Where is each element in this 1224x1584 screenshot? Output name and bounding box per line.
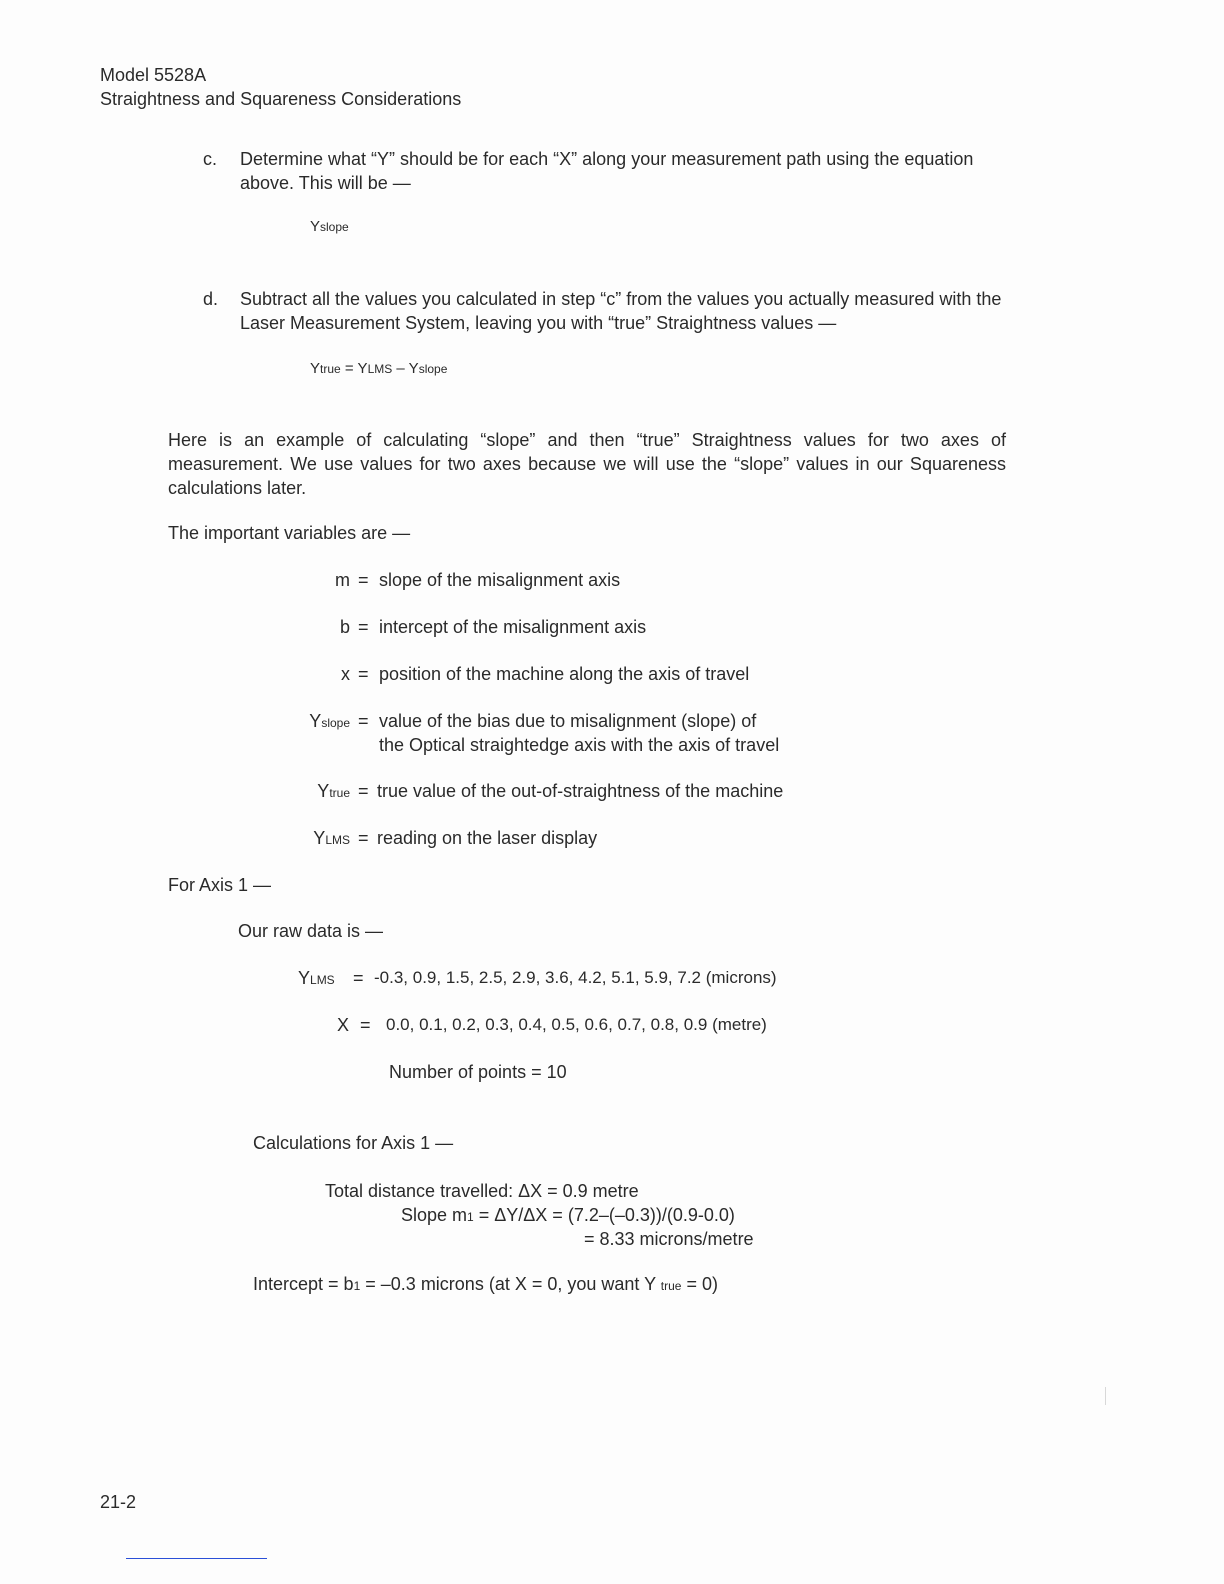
variable-desc: position of the machine along the axis of travel <box>379 664 750 684</box>
step-c-text: Determine what “Y” should be for each “X” along your measurement path using the equation above. This will be — <box>240 149 974 193</box>
variable-desc: slope of the misalignment axis <box>379 570 621 590</box>
variable-sym: x <box>341 664 350 684</box>
axis1-heading: For Axis 1 — <box>168 875 272 895</box>
equals-sign: = <box>353 968 364 988</box>
variable-sym: Yslope <box>309 711 350 731</box>
equals-sign: = <box>358 664 369 684</box>
variable-sym: Ytrue <box>317 781 350 801</box>
ylms-values: -0.3, 0.9, 1.5, 2.5, 2.9, 3.6, 4.2, 5.1, 5.9, 7.2 (microns) <box>374 968 777 987</box>
equals-sign: = <box>358 711 369 731</box>
footer-rule <box>126 1558 267 1559</box>
variable-m <box>0 568 1224 592</box>
variable-ylms <box>0 826 1224 850</box>
x-values: 0.0, 0.1, 0.2, 0.3, 0.4, 0.5, 0.6, 0.7, 0.8, 0.9 (metre) <box>386 1015 767 1034</box>
variable-sym: b <box>339 617 350 637</box>
step-d-letter: d. <box>203 289 219 309</box>
x-symbol: X <box>337 1015 350 1035</box>
number-of-points: Number of points = 10 <box>389 1062 567 1082</box>
step-c-symbol: Yslope <box>310 218 349 235</box>
equals-sign: = <box>358 781 369 801</box>
raw-data-heading: Our raw data is — <box>238 921 384 941</box>
variable-x <box>0 662 1224 686</box>
slope-equation: Slope m1 = ΔY/ΔX = (7.2–(–0.3))/(0.9-0.0) <box>401 1205 735 1225</box>
x-data-row <box>0 1013 1224 1037</box>
equals-sign: = <box>358 570 369 590</box>
total-distance: Total distance travelled: ΔX = 0.9 metre <box>325 1181 639 1201</box>
variable-desc-cont: the Optical straightedge axis with the axis of travel <box>379 735 780 755</box>
step-d-text: Subtract all the values you calculated in step “c” from the values you actually measured with the Laser Measurement System, leaving you with “true” Straightness values — <box>240 289 1002 333</box>
step-c-letter: c. <box>203 149 218 169</box>
slope-result: = 8.33 microns/metre <box>584 1229 754 1249</box>
equals-sign: = <box>360 1015 371 1035</box>
equals-sign: = <box>358 617 369 637</box>
variable-desc: intercept of the misalignment axis <box>379 617 647 637</box>
variable-desc: true value of the out-of-straightness of the machine <box>377 781 784 801</box>
equals-sign: = <box>358 828 369 848</box>
margin-mark <box>1105 1387 1106 1405</box>
header-model: Model 5528A <box>100 65 207 85</box>
header-section: Straightness and Squareness Considerations <box>100 89 462 109</box>
variable-desc: reading on the laser display <box>377 828 598 848</box>
ylms-symbol: YLMS <box>298 968 335 988</box>
variable-b <box>0 615 1224 639</box>
calc-heading: Calculations for Axis 1 — <box>253 1133 454 1153</box>
variable-sym: YLMS <box>313 828 350 848</box>
variable-sym: m <box>335 570 350 590</box>
variables-heading: The important variables are — <box>168 523 411 543</box>
page-number: 21-2 <box>100 1492 137 1512</box>
step-d-equation: Ytrue = YLMS – Yslope <box>310 360 448 377</box>
variable-desc: value of the bias due to misalignment (slope) of <box>379 711 757 731</box>
ylms-data-row <box>0 966 1224 990</box>
intercept-equation: Intercept = b1 = –0.3 microns (at X = 0, you want Y true = 0) <box>253 1274 718 1294</box>
intro-paragraph: Here is an example of calculating “slope” and then “true” Straightness values for two axes of measurement. We use values for two axes because we will use the “slope” values in our Squareness calculations later. <box>168 430 1006 498</box>
variable-ytrue <box>0 779 1224 803</box>
variable-yslope <box>0 709 1224 757</box>
